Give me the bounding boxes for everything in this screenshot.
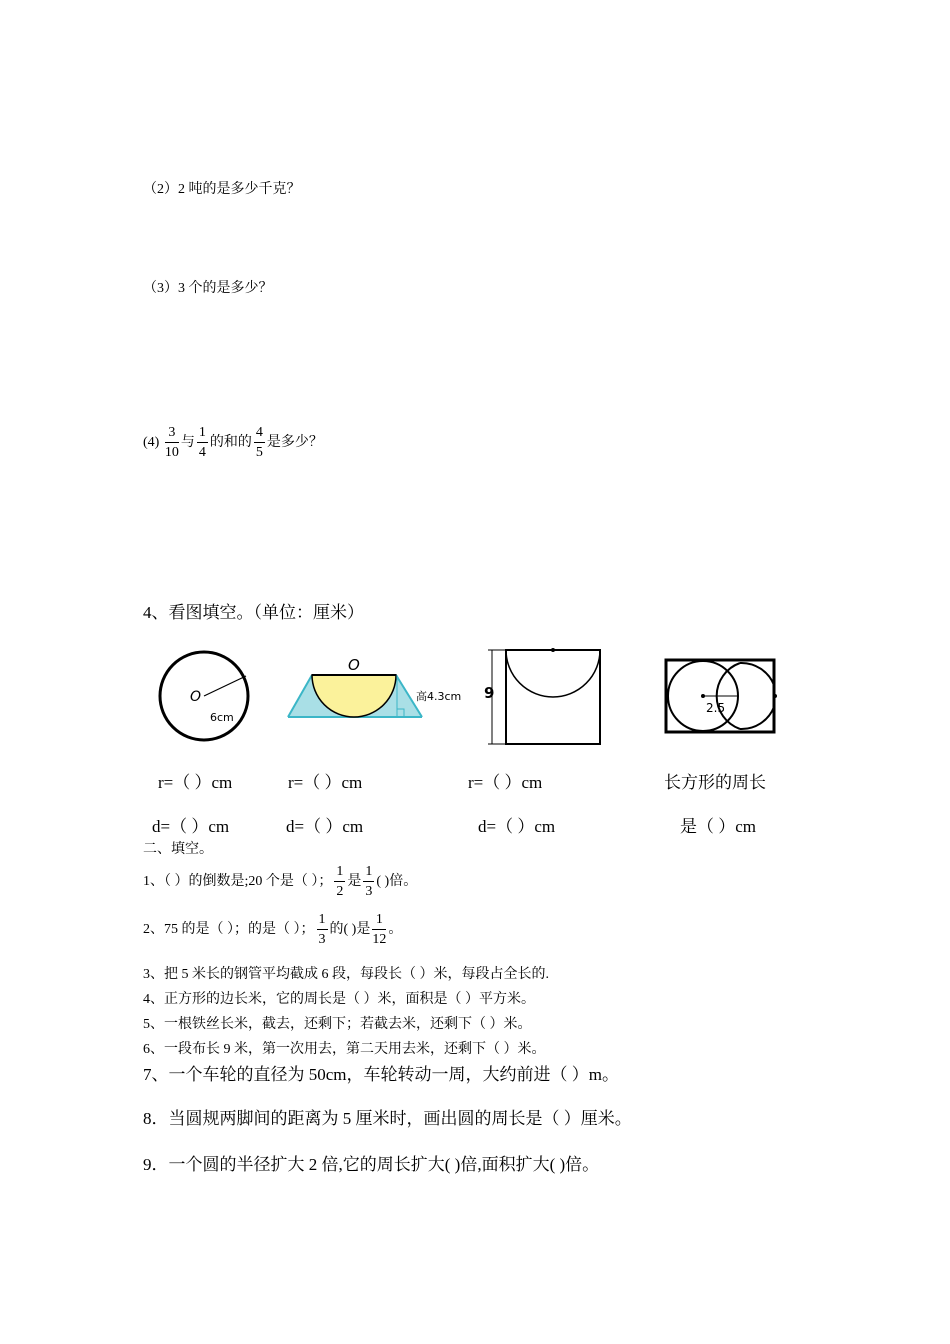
fill-question-1: 1、（ ）的倒数是;20 个是（ ）； $\frac{1}{2}$ 是 $\frac{1}{3}$ ( )倍。	[143, 864, 418, 899]
fraction-1-3: $\frac{1}{3}$	[365, 864, 373, 899]
section-4-title: 4、看图填空。（单位：厘米）	[143, 603, 364, 622]
answer-d1: d=（ ）cm	[152, 817, 230, 836]
fig4-radius-label: 2.5	[706, 701, 726, 715]
fill-question-5: 5、一根铁丝长米，截去，还剩下；若截去米，还剩下（ ）米。	[143, 1017, 532, 1032]
fraction-1-3b: $\frac{1}{3}$	[318, 912, 326, 947]
fraction-1-2: $\frac{1}{2}$	[336, 864, 344, 899]
question-3: （3）3 个的是多少？	[143, 281, 273, 296]
answer-r2: r=（ ）cm	[288, 773, 363, 792]
fill-question-2: 2、75 的是（ ）；的是（ ）； $\frac{1}{3}$ 的( )是 $\frac{1}{12}$ 。	[143, 912, 403, 947]
fig3-side-label: 9	[484, 684, 495, 702]
answer-r3: r=（ ）cm	[468, 773, 543, 792]
fig1-center-label: O	[190, 689, 202, 705]
fraction-4-5: $\frac{4}{5}$	[255, 425, 263, 460]
fill-question-3: 3、把 5 米长的钢管平均截成 6 段，每段长（ ）米，每段占全长的.	[143, 967, 549, 982]
fraction-1-12: $\frac{1}{12}$	[372, 912, 387, 947]
fraction-1-4: $\frac{1}{4}$	[198, 425, 206, 460]
answer-r4: 长方形的周长	[664, 773, 766, 792]
answer-d3: d=（ ）cm	[478, 817, 556, 836]
section-2-title: 二、填空。	[143, 842, 213, 857]
fig2-height-label: 高4.3cm	[416, 690, 462, 703]
figure-circle	[160, 652, 248, 740]
question-4: (4) $\frac{3}{10}$ 与 $\frac{1}{4}$ 的和的 $\frac{4}{5}$ 是多少？	[143, 425, 323, 460]
fill-question-9: 9．一个圆的半径扩大 2 倍,它的周长扩大( )倍,面积扩大( )倍。	[143, 1155, 600, 1174]
question-2: （2）2 吨的是多少千克？	[143, 182, 301, 197]
fraction-3-10: $\frac{3}{10}$	[164, 425, 179, 460]
figure-rectangle	[666, 660, 777, 732]
fill-question-8: 8．当圆规两脚间的距离为 5 厘米时，画出圆的周长是（ ）厘米。	[143, 1109, 632, 1128]
answer-r1: r=（ ）cm	[158, 773, 233, 792]
fill-question-7: 7、一个车轮的直径为 50cm，车轮转动一周，大约前进（ ）m。	[143, 1065, 619, 1084]
fig1-radius-label: 6cm	[210, 711, 234, 724]
fill-question-6: 6、一段布长 9 米，第一次用去，第二天用去米，还剩下（ ）米。	[143, 1042, 546, 1057]
fig2-center-label: O	[348, 656, 360, 674]
fill-question-4: 4、正方形的边长米，它的周长是（ ）米，面积是（ ）平方米。	[143, 992, 535, 1007]
answer-d4: 是（ ）cm	[680, 817, 757, 836]
figure-trapezoid	[288, 656, 461, 717]
question-4-prefix: (4)	[143, 435, 160, 451]
figures-area	[140, 640, 820, 760]
answer-d2: d=（ ）cm	[286, 817, 364, 836]
figure-square	[484, 648, 600, 744]
